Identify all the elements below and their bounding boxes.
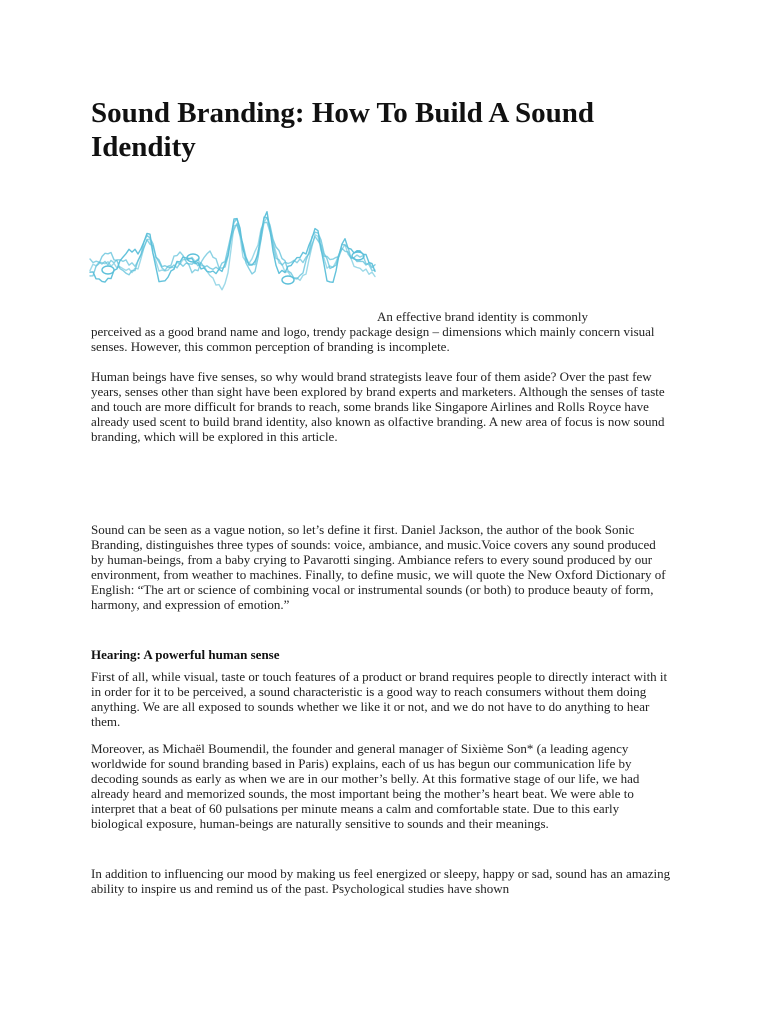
wave-loop bbox=[102, 266, 114, 274]
intro-paragraph bbox=[91, 309, 671, 354]
sound-wave-illustration bbox=[88, 210, 378, 310]
paragraph-in-addition: In addition to influencing our mood by making us feel energized or sleepy, happy or sad, sound has an amazing ability to inspire us and remind us of the past. Psychological studies have shown bbox=[91, 866, 671, 896]
intro-rest: perceived as a good brand name and logo, trendy package design – dimensions which mainly concern visual senses. However, this common perception of branding is incomplete. bbox=[91, 324, 655, 354]
section-heading-hearing: Hearing: A powerful human sense bbox=[91, 647, 280, 662]
intro-first-line: An effective brand identity is commonly bbox=[377, 309, 588, 324]
wave-loop bbox=[282, 276, 294, 284]
paragraph-moreover: Moreover, as Michaël Boumendil, the founder and general manager of Sixième Son* (a leading agency worldwide for sound branding based in Paris) explains, each of us has begun our communication life by decoding sounds as early as when we are in our mother’s belly. At this formative stage of our life, we had already heard and memorized sounds, the most important being the mother’s heart beat. We were able to interpret that a beat of 60 pulsations per minute means a calm and comfortable state. Due to this early biological exposure, human-beings are naturally sensitive to sounds and their meanings. bbox=[91, 741, 640, 831]
paragraph-define-sound: Sound can be seen as a vague notion, so let’s define it first. Daniel Jackson, the author of the book Sonic Branding, distinguishes three types of sounds: voice, ambiance, and music.Voice covers any sound produced by human-beings, from a baby crying to Pavarotti singing. Ambiance refers to every sound produced by our environment, from weather to machines. Finally, to define music, we will quote the New Oxford Dictionary of English: “The art or science of combining vocal or instrumental sounds (or both) to produce beauty of form, harmony, and expression of emotion.” bbox=[91, 522, 666, 612]
wave-stroke bbox=[90, 217, 375, 279]
document-title: Sound Branding: How To Build A Sound Idendity bbox=[91, 97, 594, 163]
paragraph-five-senses: Human beings have five senses, so why would brand strategists leave four of them aside? Over the past few years, senses other than sight have been explored by brand experts and marketers. Although the senses of taste and touch are more difficult for brands to reach, some brands like Singapore Airlines and Rolls Royce have already used scent to build brand identity, also known as olfactive branding. A new area of focus is now sound branding, which will be explored in this article. bbox=[91, 369, 665, 444]
paragraph-first-of-all: First of all, while visual, taste or touch features of a product or brand requires people to directly interact with it in order for it to be perceived, a sound characteristic is a good way to reach consumers without them doing anything. We are all exposed to sounds whether we like it or not, and we do not have to do anything to hear them. bbox=[91, 669, 668, 729]
